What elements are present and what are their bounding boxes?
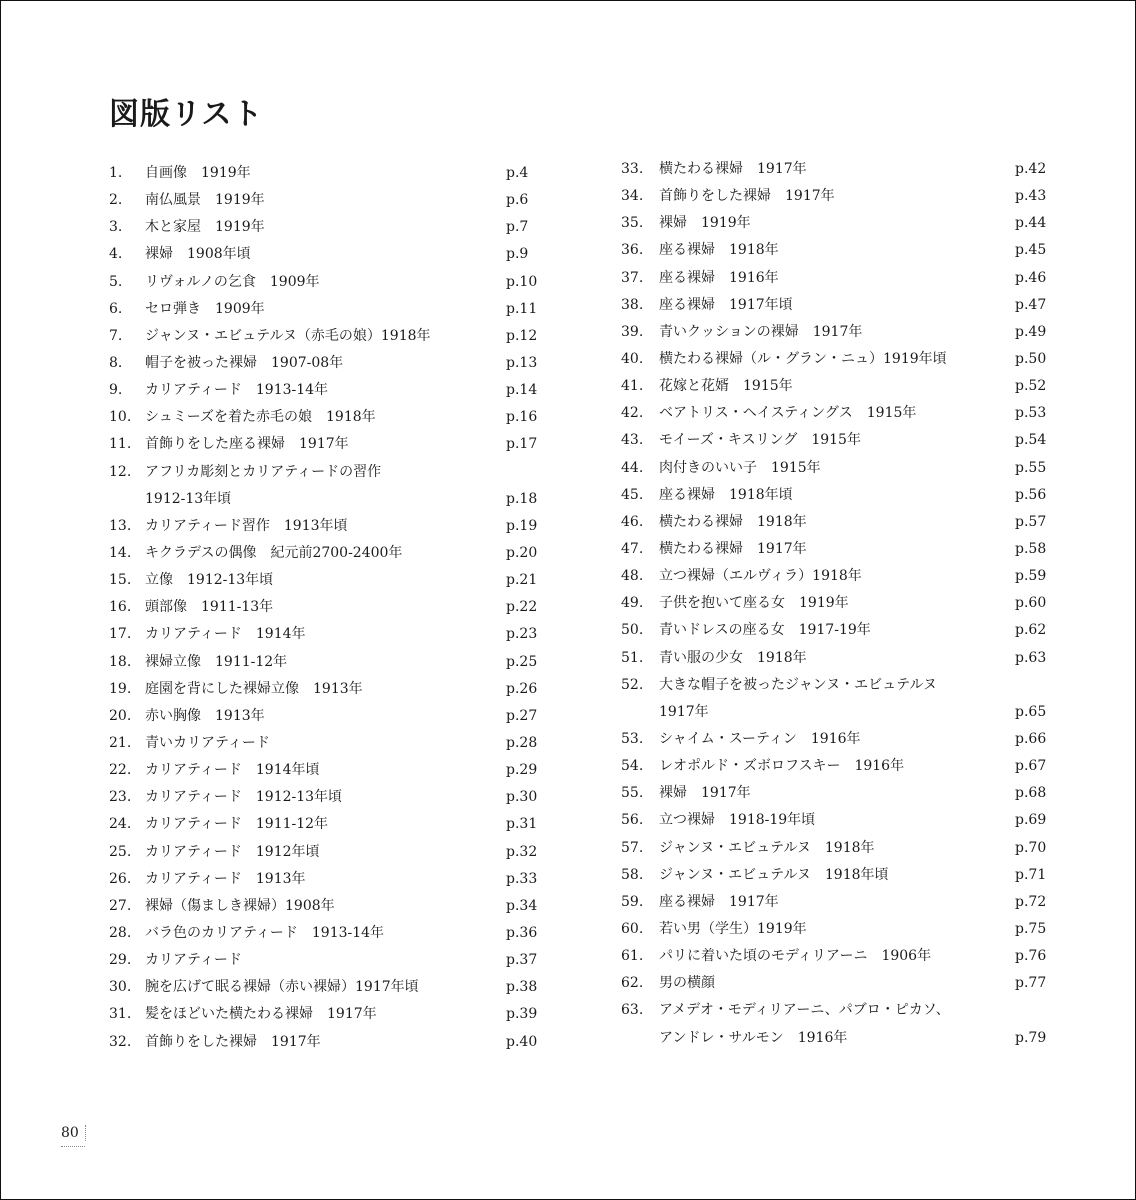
item-page: p.63	[1015, 649, 1047, 666]
item-title: ベアトリス・ヘイスティングス 1915年	[659, 405, 917, 422]
item-page: p.54	[1015, 432, 1047, 449]
item-title: 自画像 1919年	[145, 165, 251, 181]
item-title: 横たわる裸婦 1917年	[659, 540, 807, 557]
item-title: 首飾りをした裸婦 1917年	[145, 1033, 321, 1050]
item-number: 20.	[109, 707, 132, 724]
item-number: 23.	[109, 789, 132, 806]
item-title: 髪をほどいた横たわる裸婦 1917年	[145, 1006, 377, 1023]
item-title: 裸婦 1919年	[659, 215, 751, 232]
item-number: 25.	[109, 843, 132, 860]
item-title: 腕を広げて眠る裸婦（赤い裸婦）1917年頃	[145, 979, 419, 996]
item-title: 横たわる裸婦 1918年	[659, 513, 807, 530]
item-number: 35.	[621, 215, 644, 232]
item-number: 22.	[109, 762, 132, 779]
item-title: 立像 1912-13年頃	[145, 572, 274, 589]
page-title: 図版リスト	[109, 97, 264, 132]
item-number: 44.	[621, 459, 644, 476]
item-number: 53.	[621, 730, 644, 747]
item-number: 24.	[109, 816, 132, 833]
item-number: 59.	[621, 893, 644, 910]
item-page: p.22	[506, 599, 538, 616]
item-number: 27.	[109, 897, 132, 914]
item-number: 30.	[109, 979, 132, 996]
item-number: 16.	[109, 599, 132, 616]
item-page: p.49	[1015, 323, 1047, 340]
item-title: 大きな帽子を被ったジャンヌ・エビュテルヌ	[659, 676, 937, 693]
item-title: カリアティード 1913-14年	[145, 382, 329, 399]
item-page: p.65	[1015, 703, 1047, 720]
item-page: p.58	[1015, 540, 1047, 557]
item-number: 38.	[621, 296, 644, 313]
item-page: p.23	[506, 626, 538, 643]
item-number: 49.	[621, 595, 644, 612]
item-title: カリアティード 1914年	[145, 626, 306, 643]
item-page: p.44	[1015, 215, 1047, 232]
item-page: p.31	[506, 816, 538, 833]
item-title: 肉付きのいい子 1915年	[659, 459, 821, 476]
item-number: 19.	[109, 680, 132, 697]
item-page: p.55	[1015, 459, 1047, 476]
item-title: カリアティード 1912年頃	[145, 843, 320, 860]
item-title: カリアティード 1913年	[145, 870, 306, 887]
item-number: 40.	[621, 350, 644, 367]
item-title: アンドレ・サルモン 1916年	[659, 1029, 848, 1046]
item-page: p.70	[1015, 839, 1047, 856]
item-title: 1912-13年頃	[145, 490, 232, 507]
item-page: p.66	[1015, 730, 1047, 747]
item-number: 60.	[621, 920, 644, 937]
item-title: 青いカリアティード	[145, 734, 270, 751]
item-title: 木と家屋 1919年	[145, 219, 265, 236]
item-title: カリアティード 1911-12年	[145, 816, 329, 833]
item-number: 57.	[621, 839, 644, 856]
item-page: p.52	[1015, 378, 1047, 395]
item-page: p.38	[506, 979, 538, 996]
item-number: 55.	[621, 785, 644, 802]
item-title: 花嫁と花婿 1915年	[659, 378, 793, 395]
item-title: カリアティード	[145, 952, 242, 969]
item-number: 61.	[621, 948, 644, 965]
item-title: 首飾りをした座る裸婦 1917年	[145, 436, 349, 453]
item-page: p.67	[1015, 758, 1047, 775]
item-number: 10.	[109, 409, 132, 426]
item-title: カリアティード習作 1913年頃	[145, 517, 348, 534]
item-page: p.4	[506, 165, 529, 181]
item-page: p.53	[1015, 405, 1047, 422]
item-title: ジャンヌ・エビュテルヌ 1918年頃	[659, 866, 889, 883]
item-title: 横たわる裸婦（ル・グラン・ニュ）1919年頃	[659, 350, 947, 367]
item-number: 8.	[109, 354, 123, 371]
item-title: 座る裸婦 1918年	[659, 242, 779, 259]
item-title: 裸婦 1917年	[659, 785, 751, 802]
item-page: p.60	[1015, 595, 1047, 612]
item-title: 頭部像 1911-13年	[145, 599, 274, 616]
item-page: p.39	[506, 1006, 538, 1023]
item-number: 4.	[109, 246, 123, 263]
item-title: シャイム・スーティン 1916年	[659, 730, 861, 747]
item-title: 帽子を被った裸婦 1907-08年	[145, 354, 344, 371]
item-number: 46.	[621, 513, 644, 530]
item-title: 庭園を背にした裸婦立像 1913年	[145, 680, 363, 697]
item-page: p.6	[506, 192, 529, 209]
item-page: p.9	[506, 246, 529, 263]
item-title: ジャンヌ・エビュテルヌ（赤毛の娘）1918年	[145, 327, 431, 344]
page-number: 80	[61, 1125, 86, 1141]
item-page: p.43	[1015, 188, 1047, 205]
item-number: 1.	[109, 165, 123, 181]
item-title: 子供を抱いて座る女 1919年	[659, 595, 849, 612]
item-number: 43.	[621, 432, 644, 449]
item-page: p.59	[1015, 568, 1047, 585]
item-title: 座る裸婦 1917年	[659, 893, 779, 910]
item-number: 17.	[109, 626, 132, 643]
item-number: 47.	[621, 540, 644, 557]
item-page: p.30	[506, 789, 538, 806]
item-number: 28.	[109, 924, 132, 941]
item-page: p.10	[506, 273, 538, 290]
item-page: p.56	[1015, 486, 1047, 503]
item-number: 26.	[109, 870, 132, 887]
item-number: 50.	[621, 622, 644, 639]
item-title: シュミーズを着た赤毛の娘 1918年	[145, 409, 376, 426]
item-number: 39.	[621, 323, 644, 340]
item-number: 12.	[109, 463, 132, 480]
item-page: p.79	[1015, 1029, 1047, 1046]
item-number: 14.	[109, 544, 132, 561]
item-page: p.36	[506, 924, 538, 941]
item-title: 立つ裸婦（エルヴィラ）1918年	[659, 568, 862, 585]
item-number: 41.	[621, 378, 644, 395]
item-number: 5.	[109, 273, 123, 290]
item-title: カリアティード 1912-13年頃	[145, 789, 343, 806]
item-number: 37.	[621, 269, 644, 286]
item-page: p.37	[506, 952, 538, 969]
item-page: p.7	[506, 219, 529, 236]
item-page: p.17	[506, 436, 538, 453]
item-page: p.18	[506, 490, 538, 507]
item-number: 7.	[109, 327, 123, 344]
item-page: p.25	[506, 653, 538, 670]
item-number: 42.	[621, 405, 644, 422]
item-page: p.21	[506, 572, 538, 589]
item-page: p.14	[506, 382, 538, 399]
item-title: 裸婦立像 1911-12年	[145, 653, 288, 670]
item-number: 32.	[109, 1033, 132, 1050]
item-number: 58.	[621, 866, 644, 883]
item-number: 21.	[109, 734, 132, 751]
item-number: 13.	[109, 517, 132, 534]
item-number: 45.	[621, 486, 644, 503]
item-page: p.47	[1015, 296, 1047, 313]
item-title: 南仏風景 1919年	[145, 192, 265, 209]
item-title: カリアティード 1914年頃	[145, 762, 320, 779]
item-title: レオポルド・ズボロフスキー 1916年	[659, 758, 905, 775]
item-title: 首飾りをした裸婦 1917年	[659, 188, 835, 205]
item-number: 36.	[621, 242, 644, 259]
item-number: 6.	[109, 300, 123, 317]
item-page: p.12	[506, 327, 538, 344]
item-number: 31.	[109, 1006, 132, 1023]
item-page: p.76	[1015, 948, 1047, 965]
item-page: p.69	[1015, 812, 1047, 829]
item-title: アメデオ・モディリアーニ、パブロ・ピカソ、	[659, 1002, 950, 1019]
item-title: モイーズ・キスリング 1915年	[659, 432, 861, 449]
item-page: p.34	[506, 897, 538, 914]
item-page: p.19	[506, 517, 538, 534]
item-title: 立つ裸婦 1918-19年頃	[659, 812, 816, 829]
item-number: 29.	[109, 952, 132, 969]
item-page: p.33	[506, 870, 538, 887]
item-number: 9.	[109, 382, 123, 399]
item-page: p.26	[506, 680, 538, 697]
item-page: p.16	[506, 409, 538, 426]
item-number: 56.	[621, 812, 644, 829]
item-title: 座る裸婦 1917年頃	[659, 296, 793, 313]
item-number: 34.	[621, 188, 644, 205]
item-page: p.71	[1015, 866, 1047, 883]
item-page: p.32	[506, 843, 538, 860]
item-number: 63.	[621, 1002, 644, 1019]
item-title: 青いクッションの裸婦 1917年	[659, 323, 863, 340]
item-page: p.28	[506, 734, 538, 751]
item-page: p.45	[1015, 242, 1047, 259]
item-page: p.46	[1015, 269, 1047, 286]
item-page: p.29	[506, 762, 538, 779]
item-number: 52.	[621, 676, 644, 693]
item-title: 青い服の少女 1918年	[659, 649, 807, 666]
item-number: 48.	[621, 568, 644, 585]
item-page: p.13	[506, 354, 538, 371]
item-title: セロ弾き 1909年	[145, 300, 265, 317]
item-title: 赤い胸像 1913年	[145, 707, 265, 724]
item-title: 横たわる裸婦 1917年	[659, 161, 807, 177]
folio-divider	[61, 1146, 85, 1147]
item-page: p.75	[1015, 920, 1047, 937]
item-number: 15.	[109, 572, 132, 589]
item-title: 座る裸婦 1918年頃	[659, 486, 793, 503]
item-title: バラ色のカリアティード 1913-14年	[145, 924, 385, 941]
item-title: パリに着いた頃のモディリアーニ 1906年	[659, 948, 932, 965]
item-number: 3.	[109, 219, 123, 236]
item-page: p.77	[1015, 975, 1047, 992]
item-number: 11.	[109, 436, 132, 453]
item-number: 54.	[621, 758, 644, 775]
item-title: キクラデスの偶像 紀元前2700-2400年	[145, 544, 403, 561]
item-title: ジャンヌ・エビュテルヌ 1918年	[659, 839, 875, 856]
item-page: p.40	[506, 1033, 538, 1050]
item-number: 18.	[109, 653, 132, 670]
item-page: p.27	[506, 707, 538, 724]
item-page: p.72	[1015, 893, 1047, 910]
item-page: p.42	[1015, 161, 1047, 177]
item-title: リヴォルノの乞食 1909年	[145, 273, 320, 290]
item-page: p.11	[506, 300, 538, 317]
item-number: 33.	[621, 161, 644, 177]
item-page: p.62	[1015, 622, 1047, 639]
item-title: 若い男（学生）1919年	[659, 920, 807, 937]
item-title: 男の横顔	[659, 975, 715, 992]
item-title: 裸婦（傷ましき裸婦）1908年	[145, 897, 335, 914]
item-number: 62.	[621, 975, 644, 992]
item-title: 裸婦 1908年頃	[145, 246, 251, 263]
item-number: 51.	[621, 649, 644, 666]
item-title: 1917年	[659, 703, 709, 720]
item-title: 座る裸婦 1916年	[659, 269, 779, 286]
item-page: p.68	[1015, 785, 1047, 802]
item-number: 2.	[109, 192, 123, 209]
item-page: p.57	[1015, 513, 1047, 530]
item-title: 青いドレスの座る女 1917-19年	[659, 622, 871, 639]
item-page: p.20	[506, 544, 538, 561]
item-title: アフリカ彫刻とカリアティードの習作	[145, 463, 382, 480]
item-page: p.50	[1015, 350, 1047, 367]
